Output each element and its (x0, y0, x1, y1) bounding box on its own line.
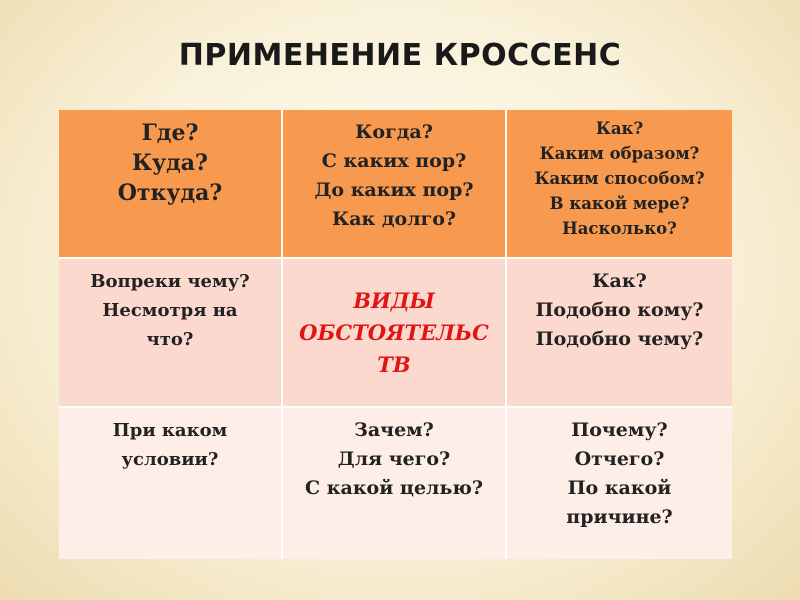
cell-line: Зачем? (354, 419, 434, 441)
cell-condition (59, 408, 283, 559)
slide-title: ПРИМЕНЕНИЕ КРОССЕНС (178, 38, 622, 73)
cell-line: Как? (595, 119, 644, 138)
cell-line: Несмотря на (102, 300, 238, 321)
cell-line: Как? (592, 270, 647, 292)
cell-line: Каким образом? (539, 144, 700, 163)
cell-line: При каком (112, 420, 228, 441)
cell-line: С какой целью? (305, 477, 483, 499)
cell-line: что? (146, 329, 194, 350)
cell-comparison (507, 259, 732, 408)
cell-line: Как долго? (331, 208, 457, 230)
cell-concession (59, 259, 283, 408)
cell-line: ОБСТОЯТЕЛЬС (299, 319, 489, 345)
cell-line: причине? (566, 506, 673, 528)
cell-line: Подобно кому? (535, 299, 704, 321)
cell-line: Подобно чему? (535, 328, 704, 350)
cell-line: Каким способом? (534, 169, 705, 188)
cell-line: ВИДЫ (353, 287, 435, 313)
cell-line: До каких пор? (314, 179, 474, 201)
cell-text (315, 110, 474, 234)
cell-line: Насколько? (562, 219, 677, 238)
cell-text (118, 110, 223, 208)
cell-line: Где? (141, 120, 199, 146)
cell-text (305, 408, 483, 503)
cell-text (535, 259, 703, 354)
cell-line: По какой (567, 477, 672, 499)
cell-line: Куда? (132, 150, 208, 176)
cell-line: С каких пор? (321, 150, 467, 172)
cell-purpose (283, 408, 507, 559)
cell-cause (507, 408, 732, 559)
cell-place (59, 110, 283, 259)
crossens-grid (59, 110, 732, 559)
cell-line: Отчего? (574, 448, 665, 470)
cell-center-title (283, 259, 507, 408)
cell-line: Откуда? (117, 180, 223, 206)
cell-line: Для чего? (337, 448, 451, 470)
cell-line: условии? (121, 449, 219, 470)
cell-text (90, 259, 249, 354)
cell-line: Вопреки чему? (90, 271, 250, 292)
cell-text (113, 408, 228, 474)
cell-line: ТВ (377, 351, 411, 377)
cell-line: В какой мере? (549, 194, 690, 213)
cell-text (534, 110, 704, 241)
cell-line: Когда? (355, 121, 433, 143)
cell-line: Почему? (571, 419, 668, 441)
cell-text (299, 285, 489, 381)
cell-text (566, 408, 672, 532)
cell-manner (507, 110, 732, 259)
cell-time (283, 110, 507, 259)
